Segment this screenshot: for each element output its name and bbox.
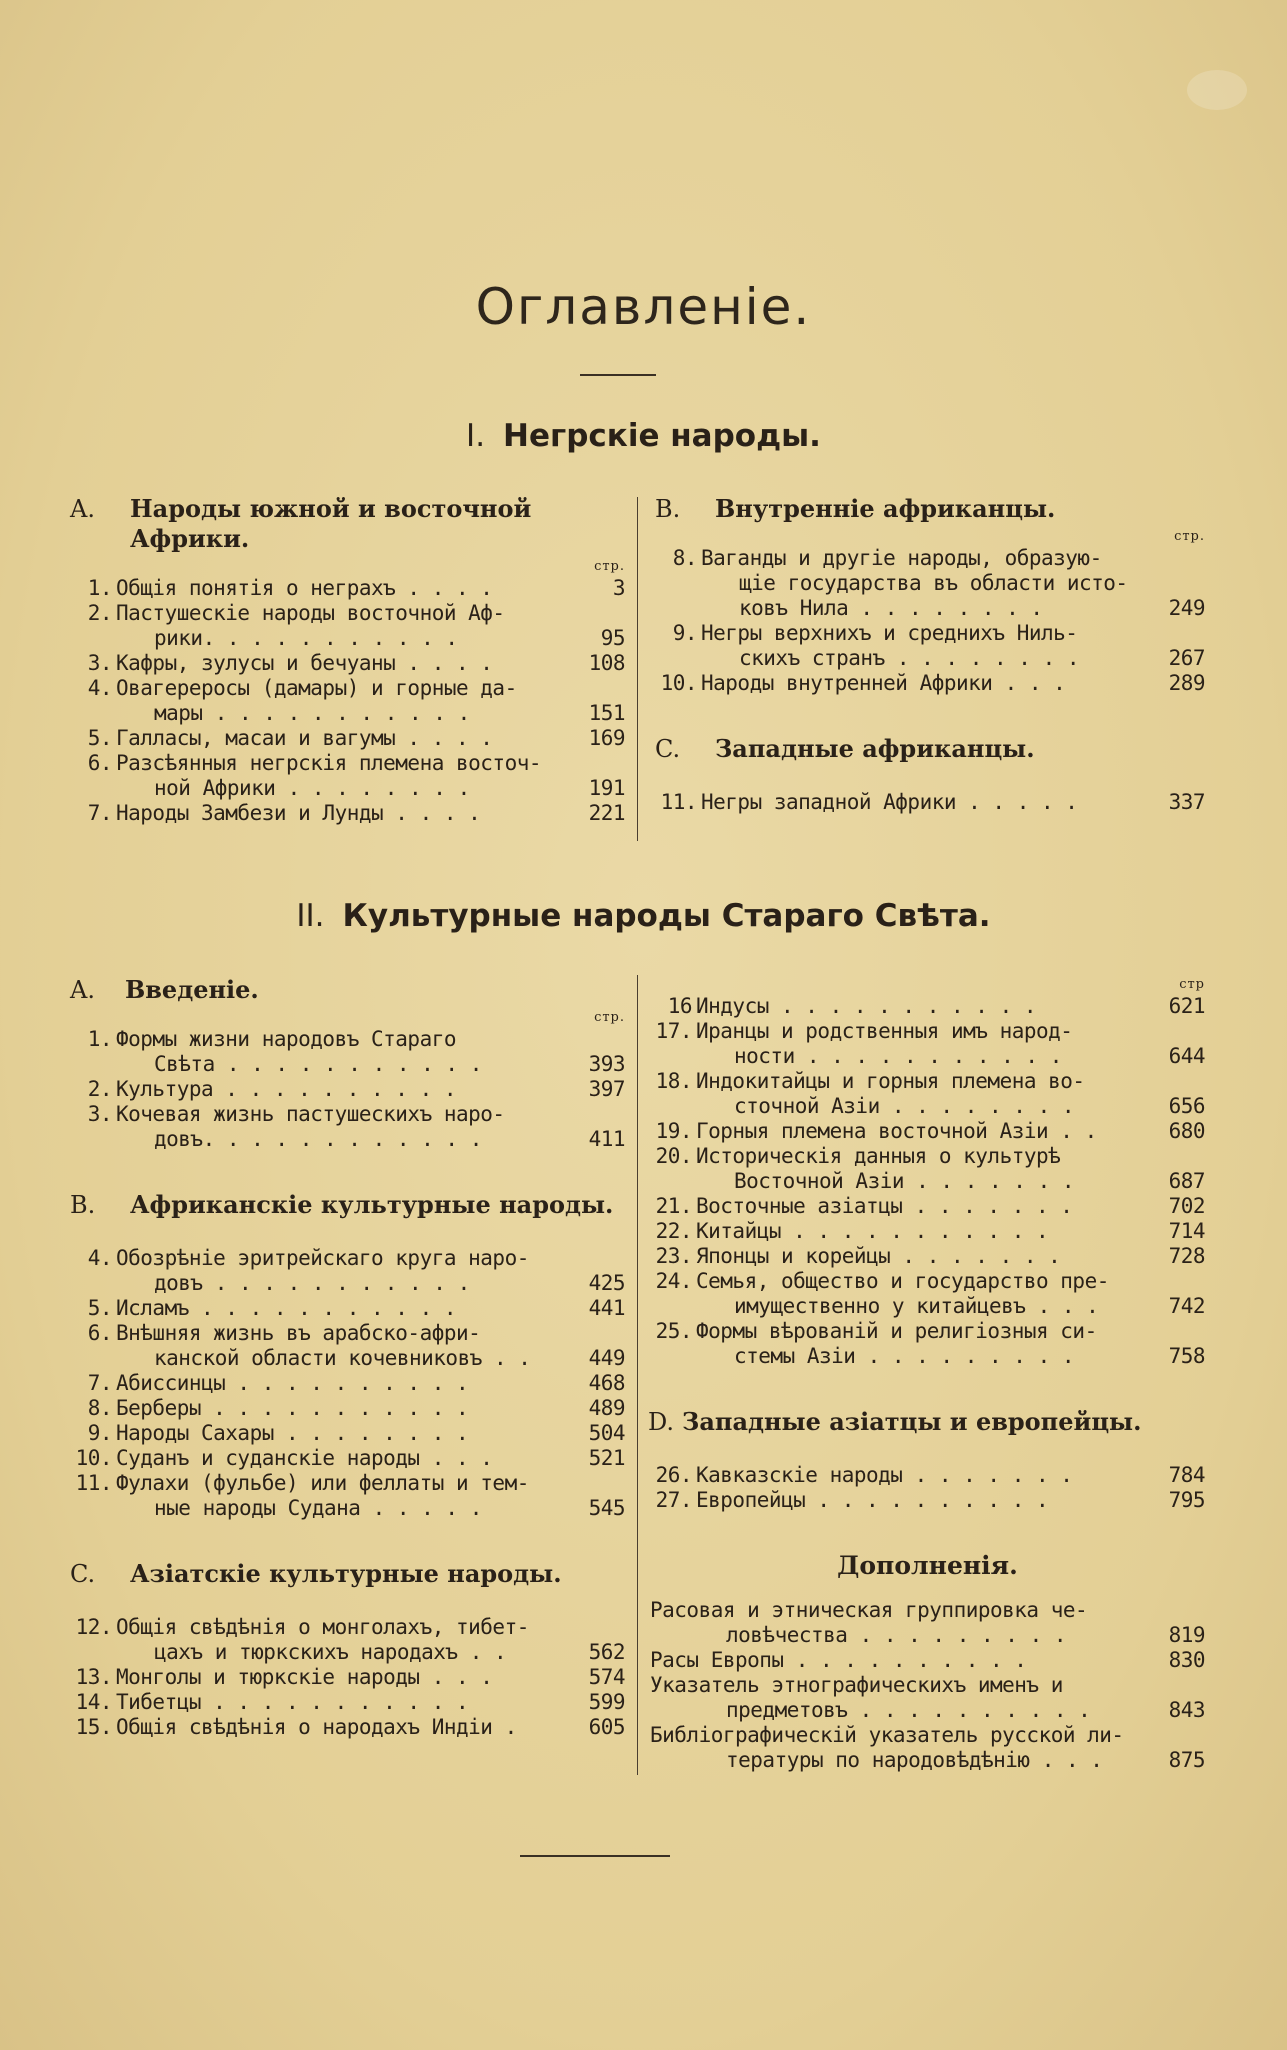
entry-number: 15. bbox=[75, 1715, 112, 1739]
entry-line: довъ . . . . . . . . . . . bbox=[154, 1271, 470, 1295]
section-title: Африканскіе культурные народы. bbox=[130, 1190, 614, 1219]
entry-line: Общія свѣдѣнія о народахъ Индіи . bbox=[116, 1715, 517, 1739]
entry-number: 4. bbox=[87, 676, 112, 700]
section-letter: B. bbox=[70, 1191, 96, 1219]
entry-line: Европейцы . . . . . . . . . . bbox=[696, 1488, 1049, 1512]
entry-number: 25. bbox=[655, 1319, 692, 1343]
part2-title: Культурные народы Стараго Свѣта. bbox=[342, 898, 991, 934]
entry-line: стемы Азіи . . . . . . . . . bbox=[734, 1344, 1075, 1368]
section-title: Западные азіатцы и европейцы. bbox=[682, 1407, 1142, 1436]
section-heading bbox=[70, 494, 625, 554]
toc-entry bbox=[70, 651, 625, 676]
entry-text bbox=[696, 1119, 1155, 1144]
entry-line: Общія понятія о неграхъ . . . . bbox=[116, 576, 493, 600]
spacer bbox=[70, 1224, 625, 1246]
toc-entry bbox=[70, 601, 625, 651]
entry-number: 11. bbox=[75, 1471, 112, 1495]
entry-line: Монголы и тюркскіе народы . . . bbox=[116, 1665, 493, 1689]
section-letter: A. bbox=[70, 976, 95, 1004]
entry-text bbox=[696, 1219, 1155, 1244]
entry-line: Суданъ и суданскіе народы . . . bbox=[116, 1446, 493, 1470]
entry-page: 337 bbox=[1168, 790, 1205, 814]
entry-line: Фулахи (фульбе) или феллаты и тем- bbox=[116, 1471, 529, 1495]
toc-entry bbox=[70, 1321, 625, 1371]
entry-text bbox=[116, 1665, 575, 1690]
entry-number: 6. bbox=[87, 751, 112, 775]
section-heading bbox=[70, 975, 625, 1005]
section-title: Народы южной и восточной Африки. bbox=[130, 494, 532, 553]
entry-line: Народы Сахары . . . . . . . . bbox=[116, 1421, 469, 1445]
spacer bbox=[650, 1369, 1205, 1407]
paper-stain bbox=[1187, 70, 1247, 110]
entry-line: ной Африки . . . . . . . . bbox=[154, 776, 470, 800]
section-title: Западные африканцы. bbox=[715, 734, 1035, 763]
section-title: Азіатскіе культурные народы. bbox=[130, 1559, 562, 1588]
toc-entry bbox=[70, 1665, 625, 1690]
entry-page: 108 bbox=[588, 651, 625, 675]
entry-page: 644 bbox=[1168, 1044, 1205, 1068]
entry-page: 397 bbox=[588, 1077, 625, 1101]
entry-line: скихъ странъ . . . . . . . . bbox=[739, 646, 1080, 670]
spacer bbox=[650, 1441, 1205, 1463]
toc-entry bbox=[70, 1102, 625, 1152]
entry-number: 21. bbox=[655, 1194, 692, 1218]
entry-number: 11. bbox=[660, 790, 697, 814]
entry-line: Японцы и корейцы . . . . . . . bbox=[696, 1244, 1061, 1268]
toc-entry bbox=[70, 1396, 625, 1421]
entry-page: 411 bbox=[588, 1127, 625, 1151]
entry-line: Культура . . . . . . . . . . bbox=[116, 1077, 457, 1101]
entry-text bbox=[116, 1396, 575, 1421]
entry-line: Расовая и этническая группировка че- bbox=[650, 1598, 1088, 1622]
toc-entry bbox=[70, 751, 625, 801]
entry-line: щіе государства въ области исто- bbox=[739, 571, 1128, 595]
entry-text bbox=[116, 1615, 575, 1665]
entry-text bbox=[116, 1690, 575, 1715]
section-letter: D. bbox=[648, 1408, 675, 1436]
entry-text bbox=[696, 1463, 1155, 1488]
entry-page: 795 bbox=[1168, 1488, 1205, 1512]
entry-page: 702 bbox=[1168, 1194, 1205, 1218]
entry-text bbox=[116, 651, 575, 676]
spacer bbox=[70, 1593, 625, 1615]
section-title: Внутренніе африканцы. bbox=[715, 494, 1056, 523]
entry-number: 8. bbox=[672, 546, 697, 570]
toc-entry bbox=[650, 1723, 1205, 1773]
entry-page: 425 bbox=[588, 1271, 625, 1295]
part1-title: Негрскіе народы. bbox=[503, 418, 821, 454]
entry-number: 10. bbox=[660, 671, 697, 695]
entry-page: 714 bbox=[1168, 1219, 1205, 1243]
entry-text bbox=[116, 601, 575, 651]
part2-right-column bbox=[650, 972, 1205, 1773]
section-heading bbox=[70, 1190, 625, 1220]
spacer bbox=[655, 696, 1205, 734]
page-column-header: стр. bbox=[594, 559, 625, 574]
toc-entry bbox=[70, 1471, 625, 1521]
entry-number: 1. bbox=[87, 1027, 112, 1051]
entry-line: Обозрѣніе эритрейскаго круга наро- bbox=[116, 1246, 529, 1270]
entry-page: 221 bbox=[588, 801, 625, 825]
page-column-header: стр bbox=[1179, 977, 1205, 992]
entry-number: 8. bbox=[87, 1396, 112, 1420]
toc-entry bbox=[70, 1715, 625, 1740]
entry-number: 27. bbox=[655, 1488, 692, 1512]
entry-line: Кафры, зулусы и бечуаны . . . . bbox=[116, 651, 493, 675]
toc-entry bbox=[650, 1019, 1205, 1069]
title-rule bbox=[580, 374, 656, 376]
entry-line: предметовъ . . . . . . . . . . bbox=[726, 1698, 1091, 1722]
entry-number: 16 bbox=[667, 994, 692, 1018]
page-title: Оглавленіе. bbox=[475, 278, 812, 336]
section-heading bbox=[648, 1407, 1205, 1437]
entry-line: Восточной Азіи . . . . . . . bbox=[734, 1169, 1075, 1193]
toc-entry bbox=[655, 546, 1205, 621]
entry-text bbox=[696, 1194, 1155, 1219]
entry-line: Негры верхнихъ и среднихъ Ниль- bbox=[701, 621, 1078, 645]
entry-page: 680 bbox=[1168, 1119, 1205, 1143]
entry-number: 9. bbox=[87, 1421, 112, 1445]
entry-page: 574 bbox=[588, 1665, 625, 1689]
toc-entry bbox=[655, 790, 1205, 815]
entry-line: Кочевая жизнь пастушескихъ наро- bbox=[116, 1102, 505, 1126]
entry-number: 17. bbox=[655, 1019, 692, 1043]
entry-text bbox=[116, 1421, 575, 1446]
entry-line: ные народы Судана . . . . . bbox=[154, 1496, 482, 1520]
entry-line: Кавказскіе народы . . . . . . . bbox=[696, 1463, 1073, 1487]
section-heading bbox=[655, 494, 1205, 524]
entry-text bbox=[696, 1269, 1155, 1319]
entry-number: 4. bbox=[87, 1246, 112, 1270]
entry-line: Индокитайцы и горныя племена во- bbox=[696, 1069, 1085, 1093]
part2-divider bbox=[637, 975, 638, 1775]
entry-page: 758 bbox=[1168, 1344, 1205, 1368]
entry-line: Общія свѣдѣнія о монголахъ, тибет- bbox=[116, 1615, 529, 1639]
toc-entry bbox=[650, 1488, 1205, 1513]
entry-line: Пастушескіе народы восточной Аф- bbox=[116, 601, 505, 625]
entry-line: ности . . . . . . . . . . . bbox=[734, 1044, 1062, 1068]
section-letter: A. bbox=[70, 495, 95, 523]
entry-text bbox=[116, 726, 575, 751]
entry-text bbox=[696, 1144, 1155, 1194]
entry-page: 819 bbox=[1168, 1623, 1205, 1647]
entry-page: 784 bbox=[1168, 1463, 1205, 1487]
entry-line: Историческія данныя о культурѣ bbox=[696, 1144, 1061, 1168]
entry-text bbox=[116, 1371, 575, 1396]
entry-line: Восточные азіатцы . . . . . . . bbox=[696, 1194, 1073, 1218]
entry-page: 621 bbox=[1168, 994, 1205, 1018]
entry-page: 449 bbox=[588, 1346, 625, 1370]
entry-line: Народы Замбези и Лунды . . . . bbox=[116, 801, 481, 825]
entry-number: 1. bbox=[87, 576, 112, 600]
toc-entry bbox=[650, 1269, 1205, 1319]
entry-number: 2. bbox=[87, 601, 112, 625]
entry-page: 728 bbox=[1168, 1244, 1205, 1268]
section-title: Введеніе. bbox=[124, 975, 259, 1004]
entry-number: 23. bbox=[655, 1244, 692, 1268]
entry-line: Горныя племена восточной Азіи . . bbox=[696, 1119, 1097, 1143]
entry-number: 5. bbox=[87, 1296, 112, 1320]
additions-heading: Дополненія. bbox=[837, 1551, 1018, 1580]
spacer bbox=[650, 1513, 1205, 1551]
entry-page: 656 bbox=[1168, 1094, 1205, 1118]
entry-line: Индусы . . . . . . . . . . . bbox=[696, 994, 1037, 1018]
toc-entry bbox=[70, 1296, 625, 1321]
entry-text bbox=[116, 1296, 575, 1321]
entry-text bbox=[701, 790, 1155, 815]
toc-entry bbox=[70, 1421, 625, 1446]
section-heading bbox=[655, 734, 1205, 764]
entry-number: 10. bbox=[75, 1446, 112, 1470]
entry-page: 521 bbox=[588, 1446, 625, 1470]
entry-number: 13. bbox=[75, 1665, 112, 1689]
entry-line: Галласы, масаи и вагумы . . . . bbox=[116, 726, 493, 750]
entry-page: 504 bbox=[588, 1421, 625, 1445]
entry-text bbox=[116, 751, 575, 801]
entry-number: 7. bbox=[87, 801, 112, 825]
entry-line: Негры западной Африки . . . . . bbox=[701, 790, 1078, 814]
entry-text bbox=[116, 1102, 575, 1152]
toc-entry bbox=[650, 1194, 1205, 1219]
entry-text bbox=[650, 1648, 1155, 1673]
entry-page: 562 bbox=[588, 1640, 625, 1664]
entry-text bbox=[696, 1244, 1155, 1269]
entry-line: Формы жизни народовъ Стараго bbox=[116, 1027, 457, 1051]
toc-entry bbox=[70, 1371, 625, 1396]
entry-page: 605 bbox=[588, 1715, 625, 1739]
part2-roman: II. bbox=[296, 898, 325, 934]
entry-line: имущественно у китайцевъ . . . bbox=[734, 1294, 1099, 1318]
entry-page: 687 bbox=[1168, 1169, 1205, 1193]
toc-entry bbox=[650, 994, 1205, 1019]
entry-text bbox=[650, 1723, 1155, 1773]
section-letter: C. bbox=[655, 735, 681, 763]
entry-page: 191 bbox=[588, 776, 625, 800]
entry-text bbox=[696, 1319, 1155, 1369]
toc-entry bbox=[655, 621, 1205, 671]
entry-line: сточной Азіи . . . . . . . . bbox=[734, 1094, 1075, 1118]
entry-number: 3. bbox=[87, 1102, 112, 1126]
toc-entry bbox=[650, 1219, 1205, 1244]
bottom-rule bbox=[520, 1855, 670, 1857]
entry-text bbox=[116, 1246, 575, 1296]
toc-entry bbox=[70, 1446, 625, 1471]
entry-line: Расы Европы . . . . . . . . . . bbox=[650, 1648, 1027, 1672]
section-letter: B. bbox=[655, 495, 681, 523]
part1-right-column bbox=[655, 494, 1205, 815]
toc-entry bbox=[650, 1648, 1205, 1673]
entry-text bbox=[696, 1488, 1155, 1513]
entry-line: Указатель этнографическихъ именъ и bbox=[650, 1673, 1063, 1697]
entry-line: Овагереросы (дамары) и горные да- bbox=[116, 676, 517, 700]
entry-number: 3. bbox=[87, 651, 112, 675]
entry-text bbox=[116, 1715, 575, 1740]
entry-text bbox=[696, 1019, 1155, 1069]
entry-text bbox=[696, 994, 1155, 1019]
entry-page: 289 bbox=[1168, 671, 1205, 695]
entry-number: 14. bbox=[75, 1690, 112, 1714]
toc-entry bbox=[650, 1244, 1205, 1269]
entry-number: 24. bbox=[655, 1269, 692, 1293]
entry-line: ковъ Нила . . . . . . . . bbox=[739, 596, 1043, 620]
toc-entry bbox=[70, 801, 625, 826]
entry-line: тературы по народовѣдѣнію . . . bbox=[726, 1748, 1103, 1772]
entry-text bbox=[701, 546, 1155, 621]
toc-entry bbox=[70, 676, 625, 726]
entry-number: 18. bbox=[655, 1069, 692, 1093]
part1-roman: I. bbox=[466, 418, 486, 454]
entry-text bbox=[116, 676, 575, 726]
entry-text bbox=[116, 1446, 575, 1471]
entry-number: 19. bbox=[655, 1119, 692, 1143]
entry-text bbox=[116, 1077, 575, 1102]
toc-entry bbox=[650, 1463, 1205, 1488]
entry-page: 441 bbox=[588, 1296, 625, 1320]
entry-text bbox=[650, 1673, 1155, 1723]
entry-page: 95 bbox=[600, 626, 625, 650]
entry-line: мары . . . . . . . . . . . bbox=[154, 701, 470, 725]
entry-line: Разсѣянныя негрскія племена восточ- bbox=[116, 751, 542, 775]
entry-text bbox=[701, 621, 1155, 671]
entry-number: 9. bbox=[672, 621, 697, 645]
entry-page: 742 bbox=[1168, 1294, 1205, 1318]
entry-line: Библіографическій указатель русской ли- bbox=[650, 1723, 1124, 1747]
entry-line: Берберы . . . . . . . . . . . bbox=[116, 1396, 469, 1420]
entry-page: 267 bbox=[1168, 646, 1205, 670]
entry-page: 489 bbox=[588, 1396, 625, 1420]
entry-page: 249 bbox=[1168, 596, 1205, 620]
entry-page: 169 bbox=[588, 726, 625, 750]
entry-line: Абиссинцы . . . . . . . . . . bbox=[116, 1371, 469, 1395]
entry-page: 599 bbox=[588, 1690, 625, 1714]
entry-line: Формы вѣрованій и религіозныя си- bbox=[696, 1319, 1097, 1343]
toc-entry bbox=[650, 1319, 1205, 1369]
toc-entry bbox=[650, 1119, 1205, 1144]
entry-page: 3 bbox=[612, 576, 625, 600]
entry-number: 7. bbox=[87, 1371, 112, 1395]
entry-page: 393 bbox=[588, 1052, 625, 1076]
part1-heading bbox=[0, 418, 1287, 454]
toc-entry bbox=[650, 1598, 1205, 1648]
entry-number: 2. bbox=[87, 1077, 112, 1101]
toc-entry bbox=[650, 1144, 1205, 1194]
part1-divider bbox=[637, 497, 638, 841]
entry-number: 6. bbox=[87, 1321, 112, 1345]
entry-line: Свѣта . . . . . . . . . . . bbox=[154, 1052, 482, 1076]
entry-text bbox=[116, 576, 575, 601]
entry-text bbox=[116, 1027, 575, 1077]
entry-number: 20. bbox=[655, 1144, 692, 1168]
toc-entry bbox=[650, 1069, 1205, 1119]
entry-text bbox=[696, 1069, 1155, 1119]
entry-line: Иранцы и родственныя имъ народ- bbox=[696, 1019, 1073, 1043]
section-heading bbox=[70, 1559, 625, 1589]
entry-line: Китайцы . . . . . . . . . . . bbox=[696, 1219, 1049, 1243]
entry-line: Исламъ . . . . . . . . . . . bbox=[116, 1296, 457, 1320]
entry-line: канской области кочевниковъ . . bbox=[154, 1346, 531, 1370]
toc-entry bbox=[70, 1615, 625, 1665]
entry-page: 875 bbox=[1168, 1748, 1205, 1772]
entry-line: Народы внутренней Африки . . . bbox=[701, 671, 1066, 695]
toc-entry bbox=[655, 671, 1205, 696]
toc-entry bbox=[70, 1077, 625, 1102]
entry-text bbox=[650, 1598, 1155, 1648]
entry-text bbox=[116, 801, 575, 826]
entry-line: Внѣшняя жизнь въ арабско-афри- bbox=[116, 1321, 481, 1345]
part1-left-column bbox=[70, 494, 625, 826]
entry-text bbox=[701, 671, 1155, 696]
entry-line: Тибетцы . . . . . . . . . . . bbox=[116, 1690, 469, 1714]
toc-entry bbox=[70, 1027, 625, 1077]
entry-page: 830 bbox=[1168, 1648, 1205, 1672]
entry-number: 5. bbox=[87, 726, 112, 750]
entry-number: 22. bbox=[655, 1219, 692, 1243]
toc-entry bbox=[650, 1673, 1205, 1723]
entry-line: Ваганды и другіе народы, образую- bbox=[701, 546, 1102, 570]
entry-line: Семья, общество и государство пре- bbox=[696, 1269, 1109, 1293]
page-column-header: стр. bbox=[594, 1010, 625, 1025]
toc-entry bbox=[70, 1690, 625, 1715]
part2-heading bbox=[0, 898, 1287, 934]
part2-left-column bbox=[70, 975, 625, 1740]
toc-entry bbox=[70, 1246, 625, 1296]
toc-entry bbox=[70, 576, 625, 601]
entry-number: 26. bbox=[655, 1463, 692, 1487]
entry-page: 545 bbox=[588, 1496, 625, 1520]
entry-line: цахъ и тюркскихъ народахъ . . bbox=[154, 1640, 507, 1664]
entry-line: ловѣчества . . . . . . . . . bbox=[726, 1623, 1067, 1647]
toc-entry bbox=[70, 726, 625, 751]
page-column-header: стр. bbox=[1174, 529, 1205, 544]
section-letter: C. bbox=[70, 1560, 96, 1588]
entry-number: 12. bbox=[75, 1615, 112, 1639]
spacer bbox=[70, 1521, 625, 1559]
entry-text bbox=[116, 1471, 575, 1521]
entry-line: рики. . . . . . . . . . . bbox=[154, 626, 458, 650]
entry-page: 151 bbox=[588, 701, 625, 725]
entry-text bbox=[116, 1321, 575, 1371]
entry-page: 468 bbox=[588, 1371, 625, 1395]
spacer bbox=[70, 1152, 625, 1190]
spacer bbox=[655, 768, 1205, 790]
entry-page: 843 bbox=[1168, 1698, 1205, 1722]
entry-line: довъ. . . . . . . . . . . . bbox=[154, 1127, 482, 1151]
